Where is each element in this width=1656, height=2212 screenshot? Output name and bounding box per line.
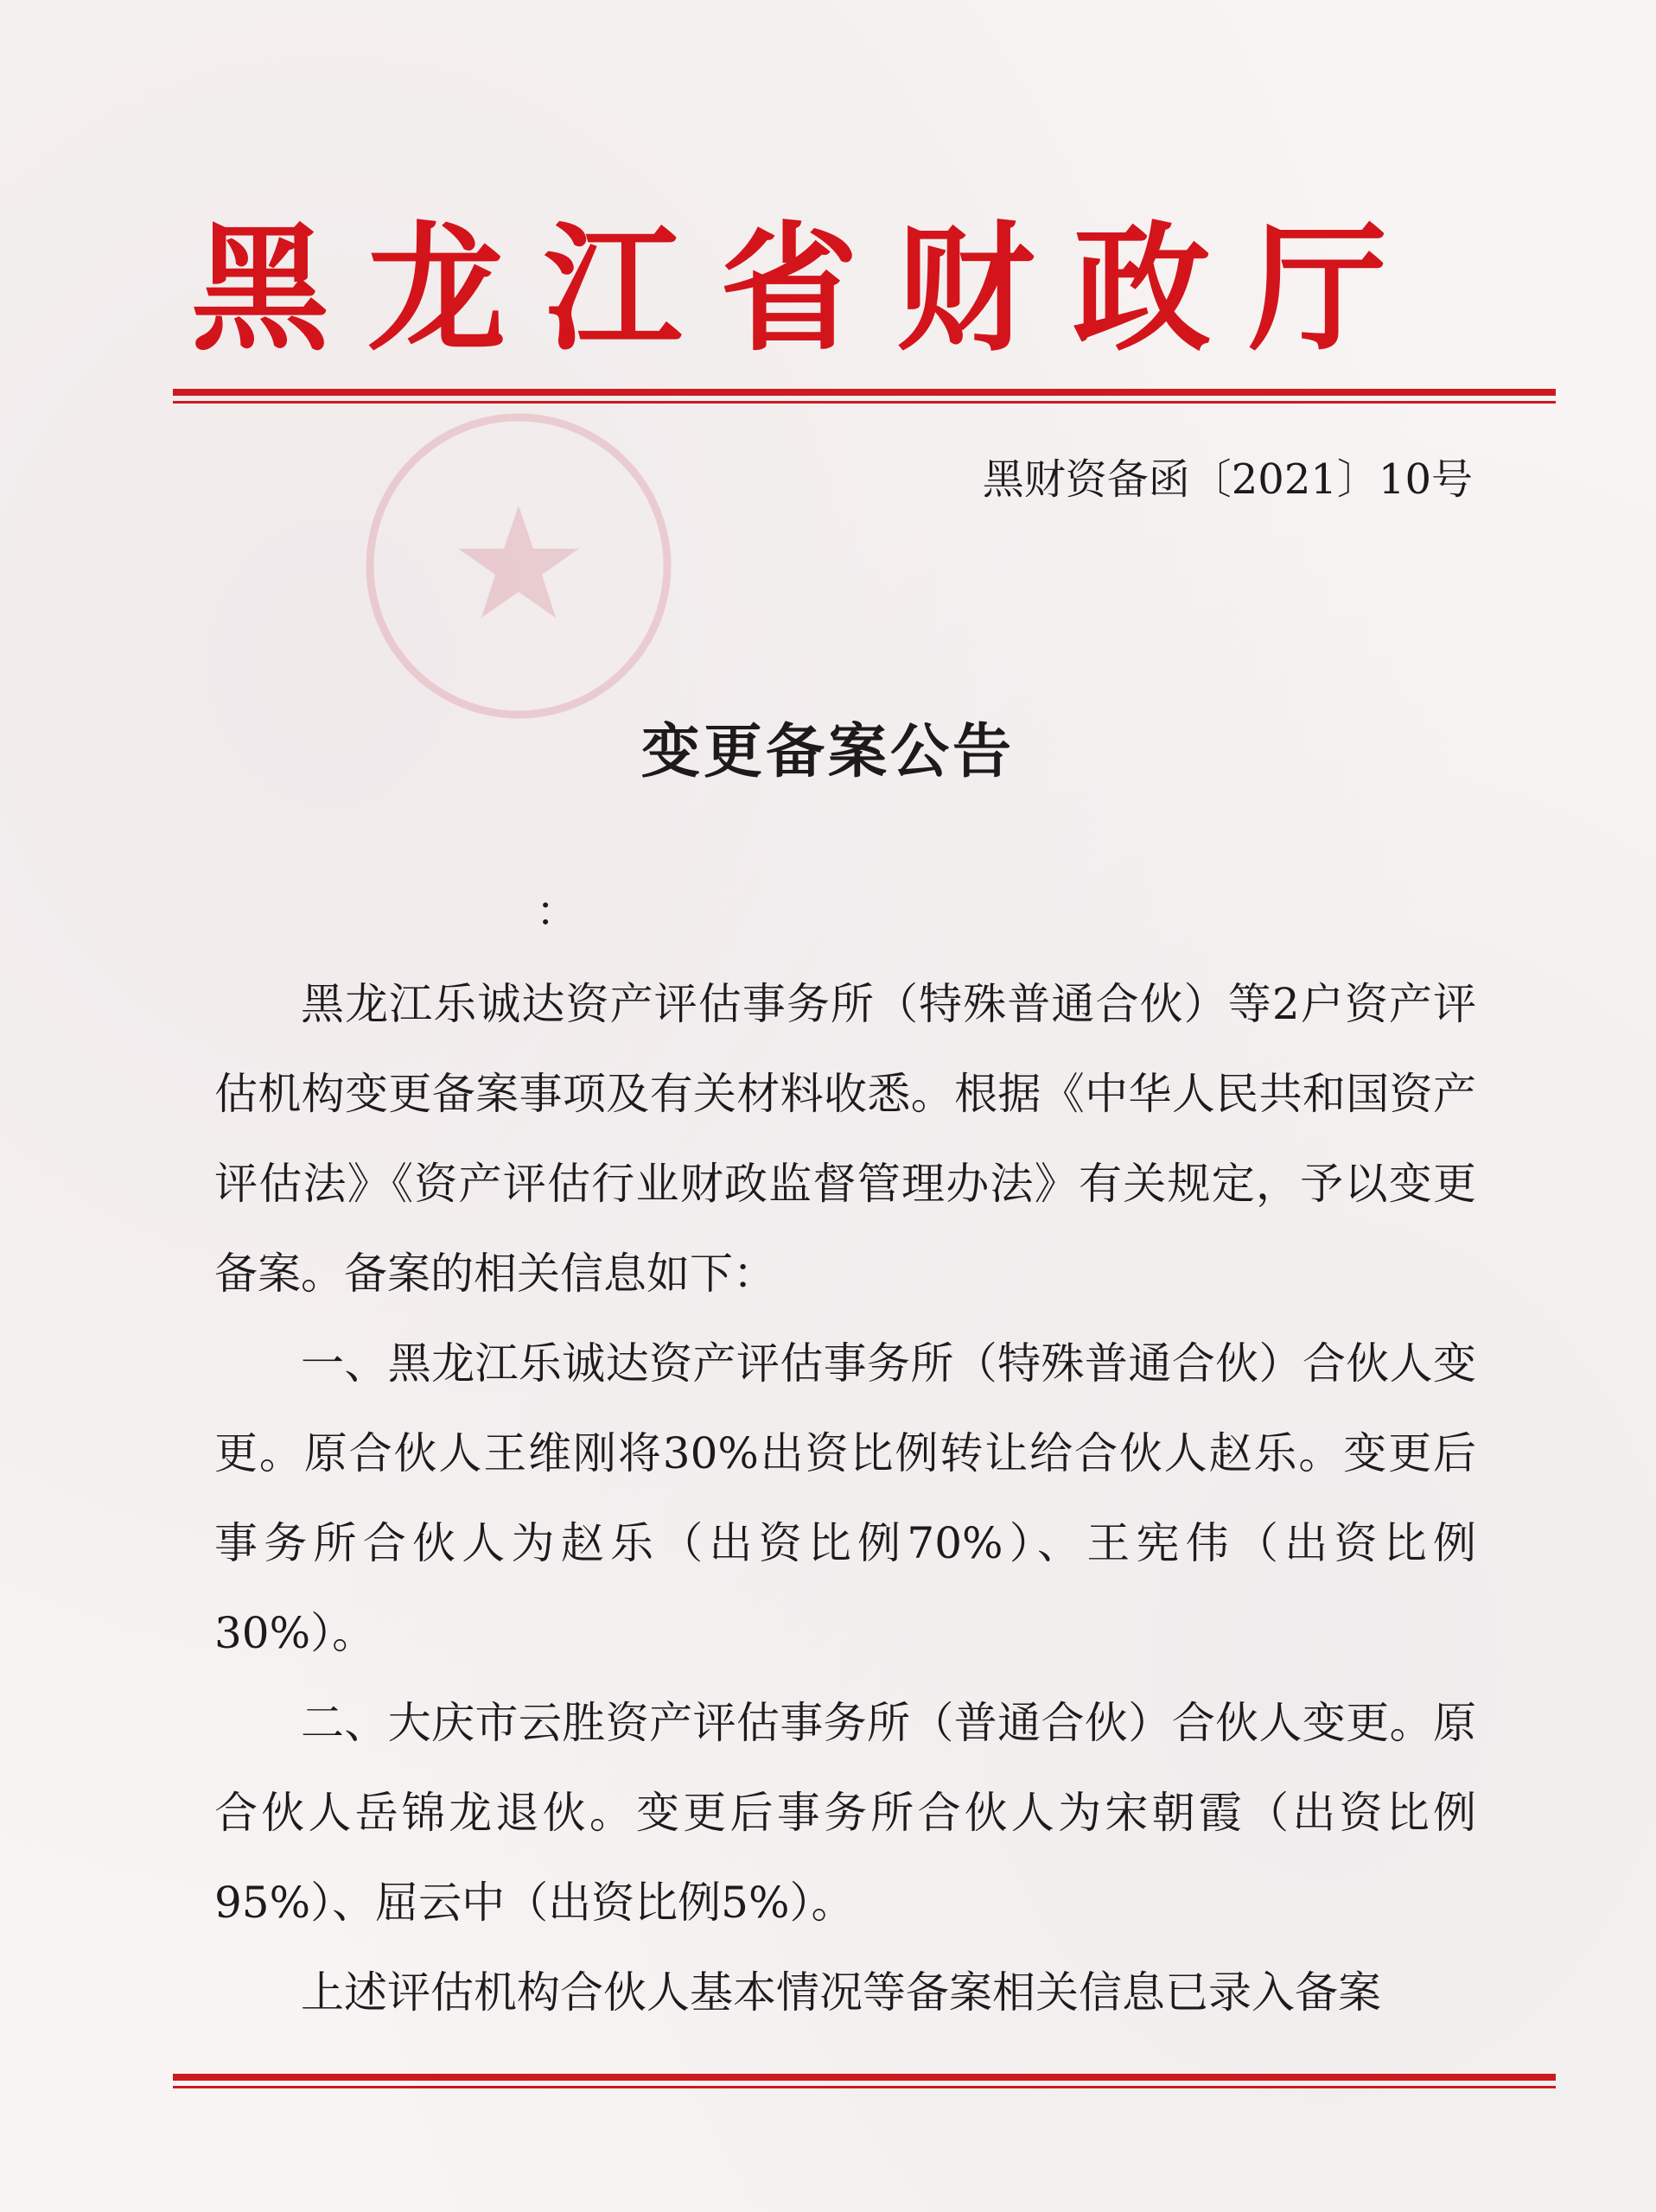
letterhead-divider [173,389,1556,404]
body-paragraph: 黑龙江乐诚达资产评估事务所（特殊普通合伙）等2户资产评估机构变更备案事项及有关材料收悉。根据《中华人民共和国资产评估法》《资产评估行业财政监督管理办法》有关规定，予以变更备案。备案的相关信息如下： [214,979,1476,1299]
document-body [214,959,1476,2037]
official-seal-icon [354,402,683,730]
body-paragraph: 二、大庆市云胜资产评估事务所（普通合伙）合伙人变更。原合伙人岳锦龙退伙。变更后事务所合伙人为宋朝霞（出资比例95%）、屈云中（出资比例5%）。 [214,1698,1476,1928]
letterhead-title: 黑龙江省财政厅 [190,208,1425,370]
salutation: ： [536,887,578,936]
footer-divider [173,2074,1556,2088]
body-paragraph: 一、黑龙江乐诚达资产评估事务所（特殊普通合伙）合伙人变更。原合伙人王维刚将30%出资比例转让给合伙人赵乐。变更后事务所合伙人为赵乐（出资比例70%）、王宪伟（出资比例30%）。 [214,1338,1476,1658]
document-title: 变更备案公告 [640,717,1015,786]
body-paragraph: 上述评估机构合伙人基本情况等备案相关信息已录入备案 [301,1967,1381,2018]
document-number: 黑财资备函〔2021〕10号 [982,455,1473,504]
